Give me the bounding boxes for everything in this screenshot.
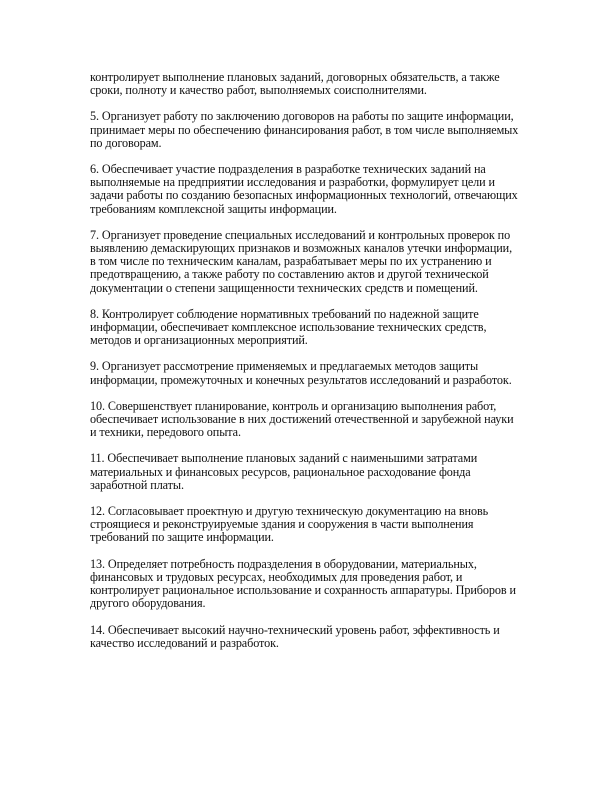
paragraph-item-7: 7. Организует проведение специальных исследований и контрольных проверок по выявлению демаскирующих признаков и возможных каналов утечки информации, в том числе по техническим каналам, разрабатывает меры по их устранению и предотвращению, а также работу по составлению актов и другой технической документации о степени защищенности технических средств и помещений. [90,227,513,295]
paragraph-item-6: 6. Обеспечивает участие подразделения в разработке технических заданий на выполняемые на предприятии исследования и разработки, формулирует цели и задачи работы по созданию безопасных информационных технологий, отвечающих требованиям комплексной защиты информации. [90,162,518,216]
paragraph-continuation: контролирует выполнение плановых заданий, договорных обязательств, а также сроки, полноту и качество работ, выполняемых соисполнителями. [90,70,500,98]
paragraph-item-12: 12. Согласовывает проектную и другую техническую документацию на вновь строящиеся и реконструируемые здания и сооружения в части выполнения требований по защите информации. [90,504,489,545]
paragraph-item-11: 11. Обеспечивает выполнение плановых заданий с наименьшими затратами материальных и финансовых ресурсов, рациональное расходование фонда заработной платы. [90,451,478,492]
paragraph-item-10: 10. Совершенствует планирование, контроль и организацию выполнения работ, обеспечивает использование в них достижений отечественной и зарубежной науки и техники, передового опыта. [90,398,514,440]
paragraph-item-14: 14. Обеспечивает высокий научно-технический уровень работ, эффективность и качество исследований и разработок. [90,622,500,650]
paragraph-item-5: 5. Организует работу по заключению договоров на работы по защите информации, принимает меры по обеспечению финансирования работ, в том числе выполняемых по договорам. [90,109,519,150]
paragraph-item-13: 13. Определяет потребность подразделения в оборудовании, материальных, финансовых и трудовых ресурсах, необходимых для проведения работ, и контролирует рациональное использование и сохранность аппаратуры. Приборов и другого оборудования. [90,556,516,611]
document-body [90,71,520,663]
paragraph-item-9: 9. Организует рассмотрение применяемых и предлагаемых методов защиты информации, промежуточных и конечных результатов исследований и разработок. [90,359,512,387]
paragraph-item-8: 8. Контролирует соблюдение нормативных требований по надежной защите информации, обеспечивает комплексное использование технических средств, методов и организационных мероприятий. [90,306,487,348]
